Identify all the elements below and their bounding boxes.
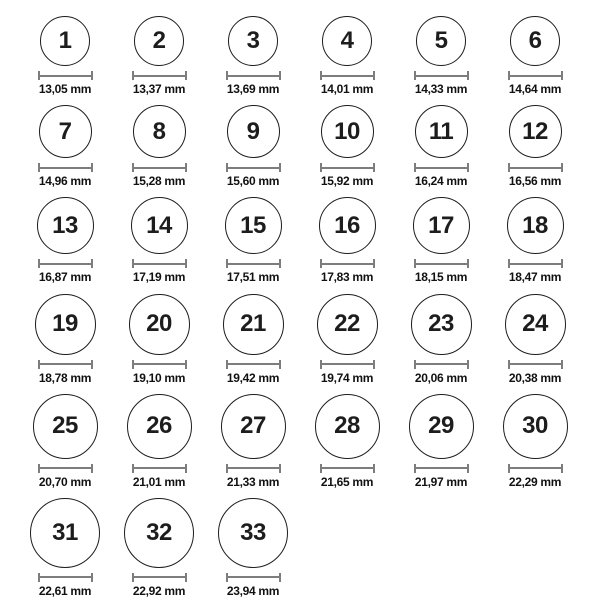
- ring-size-cell: [300, 105, 394, 188]
- ring-size-number: 4: [340, 27, 354, 54]
- ring-size-cell: [206, 16, 300, 96]
- diameter-measure-line: [132, 360, 187, 369]
- ring-size-number: 13: [52, 211, 78, 239]
- ring-circle: [129, 294, 190, 355]
- measure-bar: [416, 75, 467, 77]
- diameter-measure-line: [38, 259, 93, 268]
- ring-circle: [315, 394, 380, 459]
- diameter-measure-line: [38, 163, 93, 172]
- diameter-label: 23,94 mm: [226, 583, 280, 598]
- measure-bar: [416, 363, 467, 365]
- diameter-measure-line: [38, 464, 93, 473]
- ring-size-cell: [18, 498, 112, 598]
- ring-size-number: 6: [528, 27, 542, 54]
- ring-size-cell: [112, 16, 206, 96]
- measure-bar: [416, 263, 467, 265]
- measure-bar: [322, 167, 373, 169]
- ring-circle: [218, 498, 288, 568]
- ring-size-cell: [300, 197, 394, 284]
- diameter-label: 15,60 mm: [226, 174, 280, 189]
- measure-bar: [228, 467, 279, 469]
- ring-size-cell: [112, 498, 206, 598]
- diameter-label: 19,10 mm: [132, 370, 186, 385]
- diameter-label: 15,92 mm: [320, 174, 374, 189]
- diameter-measure-line: [414, 464, 469, 473]
- diameter-label: 16,56 mm: [508, 174, 562, 189]
- measure-bar: [322, 467, 373, 469]
- measure-bar: [40, 363, 91, 365]
- diameter-label: 17,51 mm: [226, 270, 280, 285]
- diameter-label: 21,01 mm: [132, 474, 186, 489]
- ring-size-number: 33: [240, 518, 266, 546]
- ring-circle: [505, 294, 566, 355]
- ring-size-cell: [394, 16, 488, 96]
- ring-size-cell: [18, 197, 112, 284]
- diameter-measure-line: [132, 259, 187, 268]
- diameter-label: 21,97 mm: [414, 474, 468, 489]
- ring-size-cell: [206, 394, 300, 489]
- diameter-label: 22,29 mm: [508, 474, 562, 489]
- ring-circle: [507, 197, 564, 254]
- ring-size-number: 1: [58, 27, 72, 54]
- diameter-label: 21,33 mm: [226, 474, 280, 489]
- diameter-measure-line: [226, 259, 281, 268]
- ring-circle: [321, 105, 374, 158]
- diameter-label: 14,64 mm: [508, 82, 562, 96]
- ring-circle: [413, 197, 470, 254]
- ring-size-row: [18, 16, 600, 96]
- ring-circle: [134, 16, 184, 66]
- measure-bar: [322, 263, 373, 265]
- measure-bar: [510, 75, 561, 77]
- ring-size-number: 25: [52, 412, 78, 440]
- ring-size-cell: [18, 105, 112, 188]
- measure-bar: [134, 576, 185, 578]
- ring-size-cell: [394, 294, 488, 385]
- measure-bar: [228, 363, 279, 365]
- diameter-measure-line: [508, 360, 563, 369]
- diameter-label: 20,70 mm: [38, 474, 92, 489]
- ring-size-cell: [112, 294, 206, 385]
- diameter-label: 13,37 mm: [132, 82, 186, 96]
- measure-bar: [134, 167, 185, 169]
- ring-circle: [225, 197, 282, 254]
- ring-circle: [127, 394, 192, 459]
- ring-circle: [227, 105, 280, 158]
- ring-size-row: [18, 294, 600, 385]
- ring-circle: [503, 394, 568, 459]
- diameter-measure-line: [132, 163, 187, 172]
- diameter-label: 18,47 mm: [508, 270, 562, 285]
- ring-circle: [35, 294, 96, 355]
- measure-bar: [228, 75, 279, 77]
- diameter-measure-line: [132, 71, 187, 80]
- diameter-measure-line: [508, 163, 563, 172]
- measure-bar: [228, 263, 279, 265]
- ring-size-cell: [206, 197, 300, 284]
- diameter-measure-line: [132, 573, 187, 582]
- measure-bar: [134, 467, 185, 469]
- ring-size-cell: [206, 105, 300, 188]
- ring-size-number: 2: [152, 27, 166, 54]
- ring-size-number: 21: [240, 310, 266, 338]
- diameter-label: 19,74 mm: [320, 370, 374, 385]
- ring-size-number: 30: [522, 412, 548, 440]
- ring-circle: [124, 498, 194, 568]
- ring-size-row: [18, 197, 600, 284]
- ring-size-cell: [488, 105, 582, 188]
- diameter-measure-line: [226, 360, 281, 369]
- diameter-measure-line: [320, 259, 375, 268]
- ring-circle: [319, 197, 376, 254]
- measure-bar: [510, 467, 561, 469]
- measure-bar: [40, 75, 91, 77]
- ring-size-cell: [18, 16, 112, 96]
- ring-size-number: 19: [52, 310, 78, 338]
- ring-size-cell: [300, 294, 394, 385]
- ring-size-cell: [394, 197, 488, 284]
- diameter-measure-line: [414, 360, 469, 369]
- diameter-measure-line: [508, 464, 563, 473]
- ring-circle: [33, 394, 98, 459]
- measure-bar: [228, 576, 279, 578]
- diameter-label: 17,83 mm: [320, 270, 374, 285]
- ring-size-cell: [112, 197, 206, 284]
- ring-size-number: 12: [522, 117, 548, 145]
- ring-size-number: 7: [58, 117, 72, 145]
- ring-circle: [409, 394, 474, 459]
- measure-bar: [134, 75, 185, 77]
- diameter-label: 18,15 mm: [414, 270, 468, 285]
- diameter-label: 22,92 mm: [132, 583, 186, 598]
- ring-size-cell: [488, 16, 582, 96]
- ring-size-cell: [206, 498, 300, 598]
- ring-circle: [37, 197, 94, 254]
- ring-size-number: 28: [334, 412, 360, 440]
- ring-circle: [317, 294, 378, 355]
- ring-circle: [228, 16, 278, 66]
- ring-size-number: 3: [246, 27, 260, 54]
- diameter-label: 14,33 mm: [414, 82, 468, 96]
- measure-bar: [416, 167, 467, 169]
- diameter-label: 15,28 mm: [132, 174, 186, 189]
- ring-size-number: 22: [334, 310, 360, 338]
- ring-circle: [40, 16, 90, 66]
- measure-bar: [510, 167, 561, 169]
- ring-size-cell: [18, 294, 112, 385]
- ring-circle: [510, 16, 560, 66]
- ring-size-cell: [112, 394, 206, 489]
- ring-circle: [131, 197, 188, 254]
- diameter-label: 16,87 mm: [38, 270, 92, 285]
- ring-size-number: 5: [434, 27, 448, 54]
- diameter-measure-line: [38, 71, 93, 80]
- ring-size-cell: [300, 394, 394, 489]
- diameter-label: 16,24 mm: [414, 174, 468, 189]
- diameter-measure-line: [320, 71, 375, 80]
- diameter-label: 13,05 mm: [38, 82, 92, 96]
- measure-bar: [322, 75, 373, 77]
- ring-size-number: 27: [240, 412, 266, 440]
- diameter-label: 19,42 mm: [226, 370, 280, 385]
- diameter-label: 17,19 mm: [132, 270, 186, 285]
- ring-size-cell: [488, 197, 582, 284]
- ring-size-cell: [18, 394, 112, 489]
- measure-bar: [228, 167, 279, 169]
- diameter-label: 13,69 mm: [226, 82, 280, 96]
- ring-size-number: 17: [428, 211, 454, 239]
- measure-bar: [40, 576, 91, 578]
- diameter-measure-line: [320, 163, 375, 172]
- measure-bar: [40, 467, 91, 469]
- ring-size-cell: [300, 16, 394, 96]
- diameter-measure-line: [508, 71, 563, 80]
- diameter-measure-line: [414, 71, 469, 80]
- diameter-label: 20,06 mm: [414, 370, 468, 385]
- ring-circle: [411, 294, 472, 355]
- measure-bar: [134, 263, 185, 265]
- ring-size-number: 11: [428, 117, 454, 145]
- ring-size-number: 29: [428, 412, 454, 440]
- diameter-label: 14,96 mm: [38, 174, 92, 189]
- ring-circle: [415, 105, 468, 158]
- ring-size-number: 10: [334, 117, 360, 145]
- ring-size-number: 23: [428, 310, 454, 338]
- ring-size-number: 26: [146, 412, 172, 440]
- ring-circle: [133, 105, 186, 158]
- ring-size-number: 16: [334, 211, 360, 239]
- diameter-measure-line: [226, 573, 281, 582]
- diameter-measure-line: [132, 464, 187, 473]
- diameter-measure-line: [320, 464, 375, 473]
- measure-bar: [134, 363, 185, 365]
- diameter-measure-line: [414, 163, 469, 172]
- ring-size-row: [18, 105, 600, 188]
- diameter-label: 18,78 mm: [38, 370, 92, 385]
- ring-circle: [39, 105, 92, 158]
- ring-circle: [416, 16, 466, 66]
- ring-size-number: 24: [522, 310, 548, 338]
- ring-circle: [322, 16, 372, 66]
- ring-size-number: 32: [146, 518, 172, 546]
- measure-bar: [40, 167, 91, 169]
- diameter-measure-line: [320, 360, 375, 369]
- ring-size-cell: [394, 105, 488, 188]
- measure-bar: [416, 467, 467, 469]
- measure-bar: [510, 363, 561, 365]
- ring-size-cell: [112, 105, 206, 188]
- ring-circle: [509, 105, 562, 158]
- diameter-measure-line: [226, 163, 281, 172]
- diameter-measure-line: [414, 259, 469, 268]
- ring-size-number: 18: [522, 211, 548, 239]
- diameter-label: 20,38 mm: [508, 370, 562, 385]
- diameter-measure-line: [508, 259, 563, 268]
- ring-size-row: [18, 498, 600, 598]
- ring-size-cell: [488, 294, 582, 385]
- diameter-label: 21,65 mm: [320, 474, 374, 489]
- ring-circle: [30, 498, 100, 568]
- ring-size-row: [18, 394, 600, 489]
- measure-bar: [322, 363, 373, 365]
- diameter-measure-line: [38, 360, 93, 369]
- ring-size-number: 8: [152, 117, 166, 145]
- measure-bar: [510, 263, 561, 265]
- diameter-measure-line: [226, 71, 281, 80]
- ring-size-number: 15: [240, 211, 266, 239]
- ring-size-cell: [206, 294, 300, 385]
- ring-size-number: 20: [146, 310, 172, 338]
- ring-size-cell: [394, 394, 488, 489]
- diameter-measure-line: [226, 464, 281, 473]
- ring-circle: [221, 394, 286, 459]
- ring-size-number: 31: [52, 518, 78, 546]
- diameter-label: 22,61 mm: [38, 583, 92, 598]
- diameter-measure-line: [38, 573, 93, 582]
- ring-circle: [223, 294, 284, 355]
- measure-bar: [40, 263, 91, 265]
- ring-size-number: 14: [146, 211, 172, 239]
- ring-size-cell: [488, 394, 582, 489]
- diameter-label: 14,01 mm: [320, 82, 374, 96]
- ring-size-number: 9: [246, 117, 260, 145]
